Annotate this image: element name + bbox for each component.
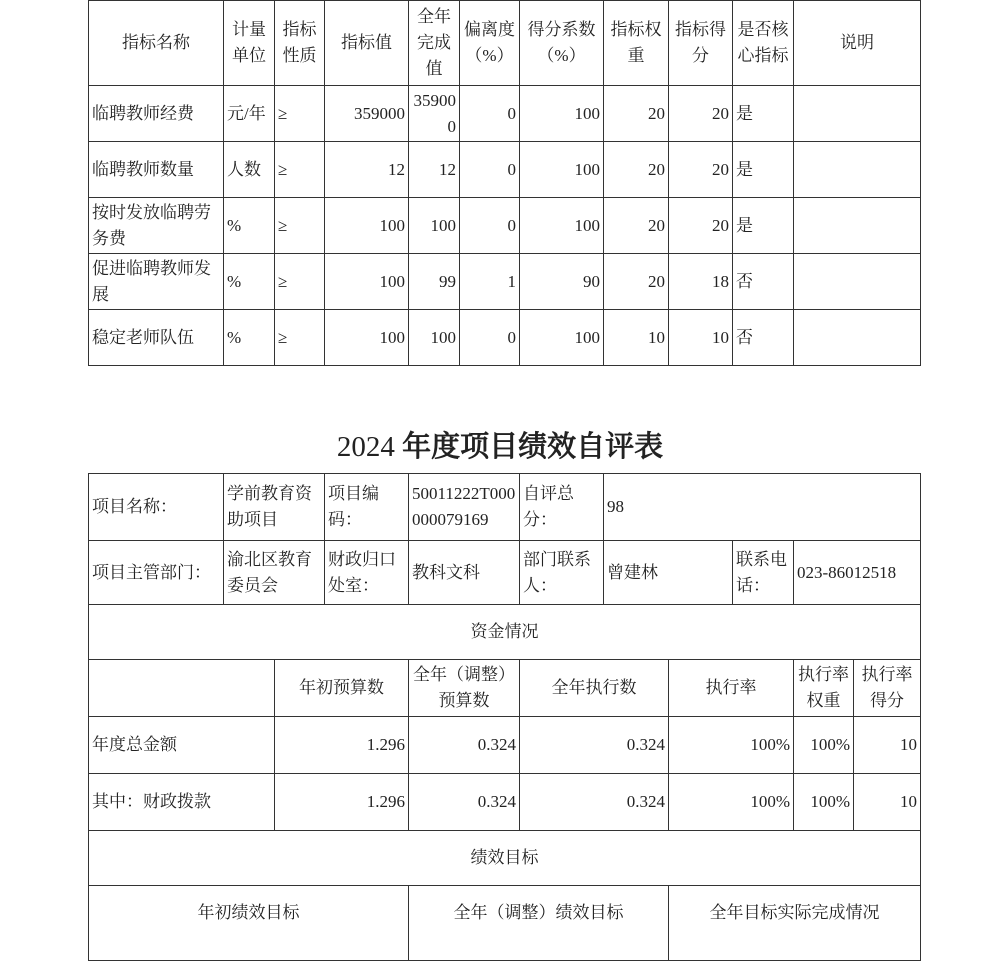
table-cell: 20 [604, 254, 669, 310]
funds-section-title: 资金情况 [89, 604, 921, 660]
table-cell: 0.324 [409, 774, 520, 831]
column-header: 指标权重 [604, 1, 669, 86]
table-cell: 是 [733, 86, 794, 142]
table-cell: 100 [520, 142, 604, 198]
finance-office: 教科文科 [409, 541, 520, 605]
column-header: 得分系数（%） [520, 1, 604, 86]
table-cell: 是 [733, 198, 794, 254]
column-header: 全年执行数 [520, 660, 669, 717]
project-code-label: 项目编码： [325, 474, 409, 541]
page-title [0, 425, 1000, 469]
table-cell: ≥ [275, 310, 325, 366]
funds-table [88, 660, 921, 831]
table-cell: 促进临聘教师发展 [89, 254, 224, 310]
table-cell: 99 [409, 254, 460, 310]
table-cell: 其中：财政拨款 [89, 774, 275, 831]
column-header: 年初预算数 [275, 660, 409, 717]
column-header: 执行率 [669, 660, 794, 717]
table-cell: 20 [604, 142, 669, 198]
table-cell: 临聘教师经费 [89, 86, 224, 142]
column-header: 指标值 [325, 1, 409, 86]
table-cell: % [224, 254, 275, 310]
table-cell: 1.296 [275, 717, 409, 774]
table-cell: 359000 [409, 86, 460, 142]
table-cell: 1 [460, 254, 520, 310]
table-cell: 18 [669, 254, 733, 310]
dept-label: 项目主管部门： [89, 541, 224, 605]
phone: 023-86012518 [794, 541, 921, 605]
self-score: 98 [604, 474, 921, 541]
column-header: 指标得分 [669, 1, 733, 86]
table-cell: 10 [669, 310, 733, 366]
table-cell: ≥ [275, 198, 325, 254]
table-cell: 20 [604, 86, 669, 142]
table-cell: 0 [460, 198, 520, 254]
funds-section [88, 604, 921, 660]
funds-row [89, 717, 921, 774]
project-name-label: 项目名称： [89, 474, 224, 541]
table-cell: 20 [604, 198, 669, 254]
table-cell: 90 [520, 254, 604, 310]
project-info-table [88, 473, 921, 605]
table-cell: 年度总金额 [89, 717, 275, 774]
table-cell: 0.324 [409, 717, 520, 774]
table-cell: 20 [669, 86, 733, 142]
table-cell: ≥ [275, 86, 325, 142]
column-header: 全年（调整）预算数 [409, 660, 520, 717]
table-cell: 20 [669, 198, 733, 254]
table-row [89, 86, 921, 142]
indicator-table [88, 0, 921, 366]
table-cell: 12 [409, 142, 460, 198]
table-header-row [89, 1, 921, 86]
table-cell: 0 [460, 142, 520, 198]
table-cell: 12 [325, 142, 409, 198]
table-cell: 否 [733, 310, 794, 366]
contact-label: 部门联系人： [520, 541, 604, 605]
finance-office-label: 财政归口处室： [325, 541, 409, 605]
table-cell: 临聘教师数量 [89, 142, 224, 198]
table-cell: 100 [325, 254, 409, 310]
table-cell: 稳定老师队伍 [89, 310, 224, 366]
table-cell: % [224, 198, 275, 254]
column-header: 偏离度（%） [460, 1, 520, 86]
table-cell [794, 86, 921, 142]
goal-header-adjusted: 全年（调整）绩效目标 [409, 886, 669, 961]
table-cell [794, 310, 921, 366]
table-cell [794, 254, 921, 310]
column-header [89, 660, 275, 717]
dept: 渝北区教育委员会 [224, 541, 325, 605]
title-text: 年度项目绩效自评表 [402, 431, 664, 463]
column-header: 指标名称 [89, 1, 224, 86]
project-code: 50011222T000000079169 [409, 474, 520, 541]
table-cell: 100% [669, 774, 794, 831]
goals-section [88, 830, 921, 886]
table-cell: 0.324 [520, 774, 669, 831]
table-cell: 100 [520, 198, 604, 254]
table-cell: 元/年 [224, 86, 275, 142]
table-cell: 100% [669, 717, 794, 774]
table-row [89, 254, 921, 310]
funds-header-row [89, 660, 921, 717]
goal-header-initial: 年初绩效目标 [89, 886, 409, 961]
column-header: 是否核心指标 [733, 1, 794, 86]
table-cell: % [224, 310, 275, 366]
funds-row [89, 774, 921, 831]
table-cell: 1.296 [275, 774, 409, 831]
phone-label: 联系电话： [733, 541, 794, 605]
table-row [89, 310, 921, 366]
project-name: 学前教育资助项目 [224, 474, 325, 541]
table-cell: 是 [733, 142, 794, 198]
column-header: 执行率得分 [854, 660, 921, 717]
table-cell: 100 [409, 198, 460, 254]
table-cell: 100 [409, 310, 460, 366]
goals-section-title: 绩效目标 [89, 830, 921, 886]
table-cell: 0 [460, 86, 520, 142]
table-cell: 按时发放临聘劳务费 [89, 198, 224, 254]
table-cell [794, 198, 921, 254]
table-cell: 0 [460, 310, 520, 366]
table-cell: 10 [854, 774, 921, 831]
table-cell: 0.324 [520, 717, 669, 774]
table-cell: 100% [794, 774, 854, 831]
column-header: 全年完成值 [409, 1, 460, 86]
table-cell: 否 [733, 254, 794, 310]
table-cell: 20 [669, 142, 733, 198]
column-header: 指标性质 [275, 1, 325, 86]
self-score-label: 自评总分： [520, 474, 604, 541]
table-cell: 100 [325, 198, 409, 254]
table-cell: 359000 [325, 86, 409, 142]
table-cell: 人数 [224, 142, 275, 198]
table-cell: 100 [520, 310, 604, 366]
table-cell: ≥ [275, 254, 325, 310]
goals-table [88, 886, 921, 961]
contact: 曾建林 [604, 541, 733, 605]
table-cell: 100 [520, 86, 604, 142]
table-cell [794, 142, 921, 198]
table-row [89, 198, 921, 254]
table-cell: ≥ [275, 142, 325, 198]
column-header: 执行率权重 [794, 660, 854, 717]
table-cell: 100 [325, 310, 409, 366]
goal-header-actual: 全年目标实际完成情况 [669, 886, 921, 961]
table-row [89, 142, 921, 198]
table-cell: 10 [604, 310, 669, 366]
table-cell: 10 [854, 717, 921, 774]
column-header: 计量单位 [224, 1, 275, 86]
column-header: 说明 [794, 1, 921, 86]
table-cell: 100% [794, 717, 854, 774]
title-year: 2024 [336, 431, 395, 463]
